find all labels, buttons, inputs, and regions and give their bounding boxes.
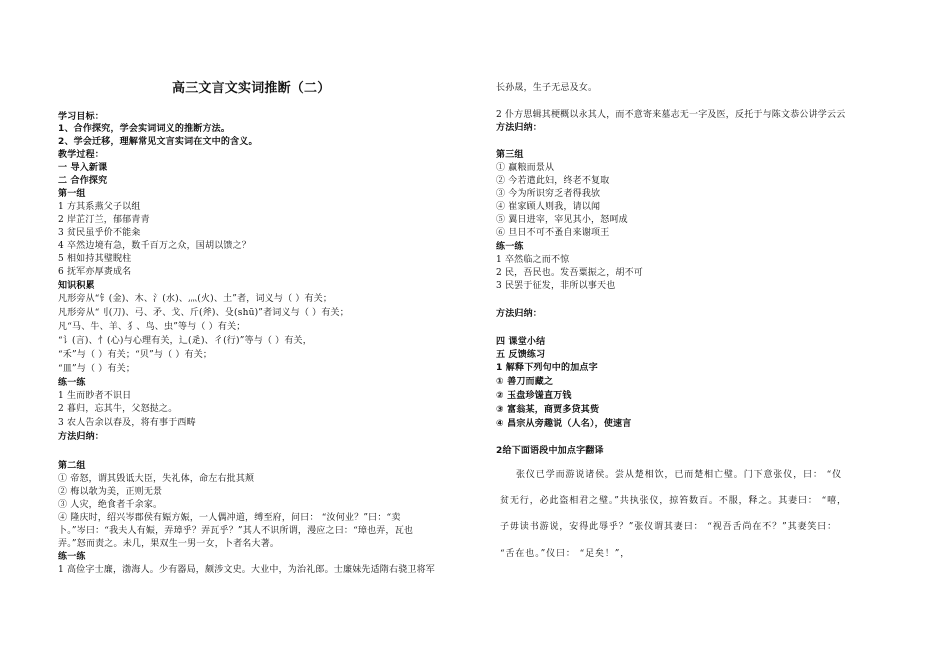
group-3-heading: 第三组 xyxy=(496,150,524,160)
step-2-heading: 二 合作探究 xyxy=(58,176,108,186)
step-1-heading: 一 导入新课 xyxy=(58,163,108,173)
group-1-heading: 第一组 xyxy=(58,189,86,199)
practice-2-heading: 练一练 xyxy=(58,552,86,562)
feedback-question-2: 2给下面语段中加点字翻译 xyxy=(496,446,604,456)
practice-3-item-2: 2 民，吾民也。发吾粟振之，胡不可 xyxy=(496,268,643,278)
practice-2-item-1-continued: 长孙晟，生子无忌及女。 xyxy=(496,83,598,93)
knowledge-line-1: 凡形旁从“钅(金)、木、氵(水)、灬(火)、土”者，词义与（ ）有关； xyxy=(58,294,333,304)
practice-3-item-3: 3 民罢于征发，非所以事天也 xyxy=(496,281,616,291)
feedback-item-4: ④ 昌宗从旁趣说（人名），使速言 xyxy=(496,419,632,429)
group-3-item-1: ① 赢粮而景从 xyxy=(496,163,555,173)
learning-goals-heading: 学习目标： xyxy=(58,112,105,122)
group-2-item-1: ① 帝怒，谓其毁诋大臣，失礼体，命左右批其颊 xyxy=(58,474,255,484)
step-4-heading: 四 课堂小结 xyxy=(496,337,546,347)
group-3-item-6: ⑥ 旦日不可不蚤自来谢项王 xyxy=(496,228,610,238)
group-1-item-6: 6 抚军亦厚赉成名 xyxy=(58,267,132,277)
feedback-item-1: ① 善刀而藏之 xyxy=(496,377,554,387)
practice-3-heading: 练一练 xyxy=(496,242,524,252)
group-3-item-4: ④ 崔家顾人则我，请以闻 xyxy=(496,202,601,212)
group-3-item-3: ③ 今为所识穷乏者得我欤 xyxy=(496,189,601,199)
knowledge-line-3: 凡“马、牛、羊、犭、鸟、虫”等与（ ）有关； xyxy=(58,322,246,332)
knowledge-line-2: 凡形旁从“刂(刀)、弓、矛、戈、斤(斧)、殳(shū)”者词义与（ ）有关； xyxy=(58,308,349,318)
group-2-item-4-line-2: 卜。”岑曰：“我夫人有娠，弄璋乎？弄瓦乎？”其人不识所谓，漫应之曰：“璋也弄，瓦也 xyxy=(58,526,414,536)
group-2-item-2: ② 梅以欹为美，正则无景 xyxy=(58,487,163,497)
passage-line-1: 张仪已学而游说诸侯。尝从楚相饮，已而楚相亡璧。门下意张仪，曰： “仪 xyxy=(516,470,843,480)
group-1-item-1: 1 方其系燕父子以组 xyxy=(58,202,141,212)
group-1-item-3: 3 贫民虽乎价不能籴 xyxy=(58,228,141,238)
group-2-item-4-line-3: 弄。”怒而责之。未几，果双生一男一女，卜者名大著。 xyxy=(58,539,280,549)
practice-1-item-2: 2 暮归，忘其牛，父怒挞之。 xyxy=(58,404,178,414)
method-summary-2: 方法归纳： xyxy=(496,123,543,133)
document-title: 高三文言文实词推断（二） xyxy=(172,81,331,96)
practice-1-heading: 练一练 xyxy=(58,378,86,388)
practice-1-item-3: 3 农人告余以春及，将有事于西畴 xyxy=(58,418,196,428)
process-heading: 教学过程： xyxy=(58,150,105,160)
knowledge-line-6: “皿”与（ ）有关； xyxy=(58,364,136,374)
method-summary-1: 方法归纳： xyxy=(58,432,105,442)
feedback-question-1: 1 解释下列句中的加点字 xyxy=(496,363,598,373)
knowledge-line-4: “讠(言)、忄(心)与心理有关，辶(辵)、彳(行)”等与（ ）有关， xyxy=(58,336,312,346)
method-summary-3: 方法归纳： xyxy=(496,309,543,319)
group-2-item-4-line-1: ④ 隆庆时，绍兴岑郡侯有娠方娠，一人偶冲道，缚至府，问曰： “汝何业？”曰：“卖 xyxy=(58,513,401,523)
group-1-item-4: 4 卒然边境有急，数千百万之众，国胡以馈之？ xyxy=(58,241,251,251)
practice-2-item-1: 1 高俭字士廉，渤海人。少有器局，颇涉文史。大业中，为治礼郎。士廉妹先适隋右骁卫将军 xyxy=(58,565,435,575)
step-5-heading: 五 反馈练习 xyxy=(496,350,546,360)
group-2-heading: 第二组 xyxy=(58,461,86,471)
passage-line-3: 子毋读书游说，安得此辱乎？”张仪谓其妻曰： “视吾舌尚在不？”其妻笑曰： xyxy=(500,522,838,532)
feedback-item-3: ③ 富翁某，商贾多贷其赀 xyxy=(496,405,600,415)
knowledge-heading: 知识积累 xyxy=(58,281,95,291)
passage-line-4: “舌在也。”仪曰： “足矣！”， xyxy=(500,549,631,559)
knowledge-line-5: “禾”与（ ）有关；“贝”与（ ）有关； xyxy=(58,350,213,360)
passage-line-2: 贫无行，必此盗相君之璧。”共执张仪，掠笞数百。不服，释之。其妻曰： “嘻， xyxy=(500,496,847,506)
feedback-item-2: ② 玉盘珍馐直万钱 xyxy=(496,391,572,401)
learning-goal-1: 1、合作探究，学会实词词义的推断方法。 xyxy=(58,124,231,134)
practice-2-item-2: 2 仆方思辑其梗概以永其人，而不意寄来墓志无一字及医，反托于与陈文恭公讲学云云 xyxy=(496,110,846,120)
group-1-item-2: 2 岸芷汀兰，郁郁青青 xyxy=(58,215,150,225)
learning-goal-2: 2、学会迁移，理解常见文言实词在文中的含义。 xyxy=(58,137,258,147)
group-3-item-2: ② 今若遣此妇，终老不复取 xyxy=(496,176,610,186)
practice-3-item-1: 1 卒然临之而不惊 xyxy=(496,255,570,265)
group-2-item-3: ③ 人灾，绝食者千余家。 xyxy=(58,500,163,510)
group-1-item-5: 5 相如持其璧睨柱 xyxy=(58,254,132,264)
practice-1-item-1: 1 生而眇者不识日 xyxy=(58,391,132,401)
group-3-item-5: ⑤ 翼日进宰，宰见其小，怒呵成 xyxy=(496,215,628,225)
